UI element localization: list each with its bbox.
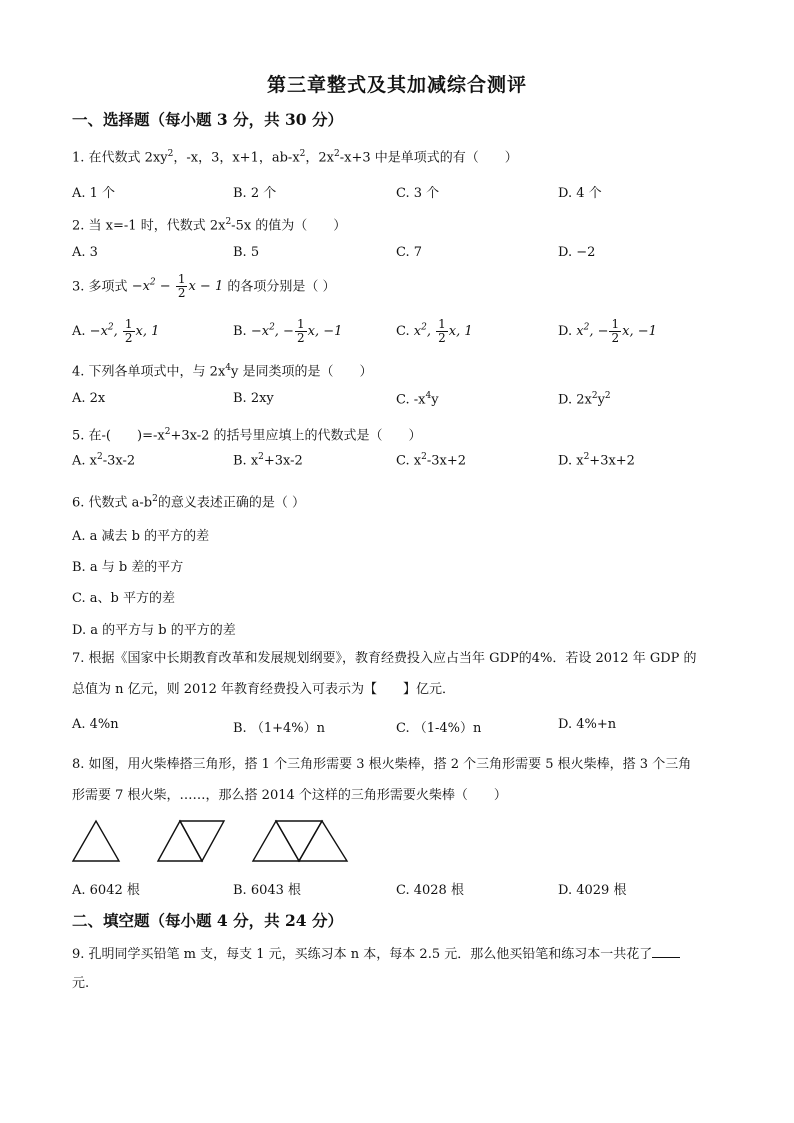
q6-option-a: A. a 减去 b 的平方的差 [72, 529, 210, 544]
section-heading-fill: 二、填空题（每小题 4 分，共 24 分） [72, 911, 343, 930]
q5-text-a: 5. 在-( )=-x [72, 428, 165, 444]
q3-text-b: 的各项分别是（ ） [227, 279, 336, 295]
q1-option-b: B. 2 个 [233, 186, 277, 201]
question-8-line-1: 8. 如图，用火柴棒搭三角形，搭 1 个三角形需要 3 根火柴棒，搭 2 个三角形需要 5 根火柴棒，搭 3 个三角 [72, 757, 692, 772]
q8-option-a: A. 6042 根 [72, 883, 140, 898]
question-5-stem [72, 421, 422, 447]
q1-option-a: A. 1 个 [72, 186, 116, 201]
q3-option-b: B. $-x^2$, − $\frac{1}{2}$ x, −1 [233, 317, 343, 345]
q2-option-b: B. 5 [233, 245, 260, 260]
q4-option-b: B. 2xy [233, 391, 274, 406]
q6-option-d: D. a 的平方与 b 的平方的差 [72, 623, 236, 638]
triangle-figure-2b [180, 821, 224, 861]
q1-text-c: ，2x [305, 150, 334, 166]
q7-option-a: A. 4%n [72, 717, 119, 732]
triangle-figure-3c [299, 821, 347, 861]
q6-option-b: B. a 与 b 差的平方 [72, 560, 184, 575]
q2-text-a: 2. 当 x=-1 时，代数式 2x [72, 218, 226, 234]
page-title: 第三章整式及其加减综合测评 [266, 74, 527, 96]
q5-option-c: C. $x^2-3x+2$ [396, 452, 466, 469]
q4-text-b: y 是同类项的是（ ） [231, 364, 373, 380]
q4-option-d: D. $2x^2y^2$ [558, 391, 611, 408]
q2-sup: 2 [225, 217, 232, 227]
q1-sup-c: 2 [334, 149, 340, 159]
question-8-line-2: 形需要 7 根火柴，……，那么搭 2014 个这样的三角形需要火柴棒（ ） [72, 788, 507, 803]
question-1-stem [72, 143, 518, 169]
q8-option-c: C. 4028 根 [396, 883, 464, 898]
section-heading-choice: 一、选择题（每小题 3 分，共 30 分） [72, 110, 343, 129]
q4-sup: 4 [225, 363, 232, 373]
question-9-line-2: 元. [72, 976, 90, 991]
q6-text-a: 6. 代数式 a-b [72, 495, 153, 511]
q1-text-a: 1. 在代数式 2xy [72, 150, 168, 166]
q7-option-b: B. （1+4%）n [233, 721, 325, 736]
q2-option-d: D. −2 [558, 245, 596, 260]
q2-option-c: C. 7 [396, 245, 423, 260]
question-6-stem [72, 488, 305, 514]
q6-sup: 2 [152, 494, 158, 504]
triangle-figure-2a [158, 821, 202, 861]
question-4-stem [72, 357, 373, 383]
q5-text-b: +3x-2 的括号里应填上的代数式是（ ） [170, 428, 422, 444]
q2-text-b: -5x 的值为（ ） [231, 218, 347, 234]
q3-option-a: A. $-x^2$, $\frac{1}{2}$ x, 1 [72, 317, 160, 345]
triangle-figure-1 [73, 821, 119, 861]
q9-text: 9. 孔明同学买铅笔 m 支，每支 1 元，买练习本 n 本，每本 2.5 元．那么他买铅笔和练习本一共花了 [72, 947, 653, 962]
q1-text-b: ，-x，3，x+1，ab-x [173, 150, 300, 166]
q1-option-d: D. 4 个 [558, 186, 602, 201]
q4-option-a: A. 2x [72, 391, 106, 406]
q1-sup-b: 2 [299, 149, 306, 159]
question-2-stem [72, 211, 346, 237]
q7-option-d: D. 4%+n [558, 717, 617, 732]
question-9-line-1 [72, 943, 680, 966]
q5-option-b: B. $x^2+3x-2$ [233, 452, 303, 469]
q2-option-a: A. 3 [72, 245, 98, 260]
q7-option-c: C. （1-4%）n [396, 721, 482, 736]
answer-blank[interactable] [652, 943, 680, 958]
question-7-line-2: 总值为 n 亿元，则 2012 年教育经费投入可表示为【 】亿元． [72, 682, 455, 697]
triangle-figure-3b [276, 821, 322, 861]
question-3-stem [72, 272, 336, 300]
q6-option-c: C. a、b 平方的差 [72, 591, 175, 606]
triangle-figure-3a [253, 821, 299, 861]
q1-text-d: -x+3 中是单项式的有（ ） [339, 150, 518, 166]
q3-option-c: C. $x^2$, $\frac{1}{2}$ x, 1 [396, 317, 473, 345]
q4-option-c: C. $-x^4y$ [396, 391, 439, 408]
question-7-line-1: 7. 根据《国家中长期教育改革和发展规划纲要》，教育经费投入应占当年 GDP的4%．若设 2012 年 GDP 的 [72, 651, 697, 666]
q5-sup: 2 [164, 427, 171, 437]
matchstick-triangles-figure [70, 818, 350, 864]
q4-text-a: 4. 下列各单项式中，与 2x [72, 364, 226, 380]
q1-option-c: C. 3 个 [396, 186, 440, 201]
q5-option-a: A. $x^2-3x-2$ [72, 452, 136, 469]
q5-option-d: D. $x^2+3x+2$ [558, 452, 635, 469]
q1-sup-a: 2 [167, 149, 174, 159]
q6-text-b: 的意义表述正确的是（ ） [157, 495, 306, 511]
q3-text-a: 3. 多项式 [72, 279, 128, 295]
q3-option-d: D. $x^2$, − $\frac{1}{2}$ x, −1 [558, 317, 657, 345]
q8-option-d: D. 4029 根 [558, 883, 627, 898]
q3-expression: $-x^2$ − $\frac{1}{2}$ x − 1 [131, 272, 224, 301]
q8-option-b: B. 6043 根 [233, 883, 302, 898]
